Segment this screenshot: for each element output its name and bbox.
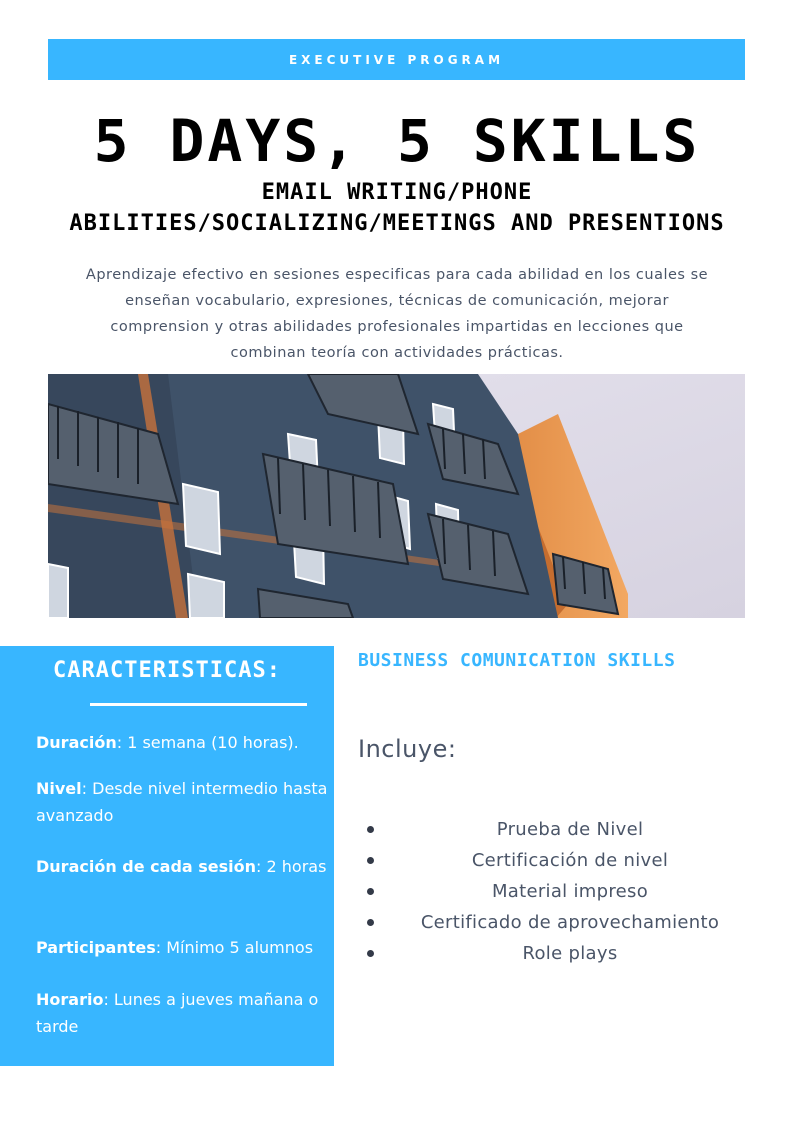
features-heading: CARACTERISTICAS: (53, 658, 281, 683)
feature-participants-label: Participantes (36, 938, 156, 957)
bullet-icon (367, 857, 374, 864)
list-item-label: Material impreso (491, 881, 649, 902)
feature-participants (36, 934, 336, 961)
list-item-label: Prueba de Nivel (496, 819, 644, 840)
building-photo-image (48, 374, 745, 618)
list-item (360, 907, 750, 938)
feature-session-duration-label: Duración de cada sesión (36, 857, 257, 876)
list-item-label: Certificado de aprovechamiento (420, 912, 720, 933)
bullet-icon (367, 950, 374, 957)
feature-schedule (36, 986, 336, 1040)
feature-duration-label: Duración (36, 733, 117, 752)
feature-level-value: : Desde nivel intermedio hasta avanzado (36, 779, 328, 825)
subtitle-line-1: EMAIL WRITING/PHONE (261, 180, 533, 205)
list-item (360, 876, 750, 907)
list-item (360, 845, 750, 876)
list-item (360, 938, 750, 969)
list-item-label: Certificación de nivel (471, 850, 669, 871)
feature-duration-value: : 1 semana (10 horas). (116, 733, 299, 752)
includes-list (360, 814, 750, 969)
feature-schedule-label: Horario (36, 990, 104, 1009)
page-title: 5 DAYS, 5 SKILLS (93, 107, 701, 175)
feature-level-label: Nivel (36, 779, 82, 798)
list-item-label: Role plays (522, 943, 618, 964)
subtitle-line-2: ABILITIES/SOCIALIZING/MEETINGS AND PRESENTIONS (69, 211, 725, 236)
includes-label: Incluye: (358, 735, 457, 763)
feature-schedule-value: : Lunes a jueves mañana o tarde (36, 990, 319, 1036)
skills-title: BUSINESS COMUNICATION SKILLS (358, 650, 676, 671)
bullet-icon (367, 888, 374, 895)
feature-level (36, 775, 336, 829)
top-banner (48, 39, 745, 80)
feature-duration (36, 729, 336, 756)
features-panel (0, 646, 334, 1066)
intro-paragraph: Aprendizaje efectivo en sesiones especificas para cada abilidad en los cuales se enseñan vocabulario, expresiones, técnicas de comunicación, mejorar comprension y otras abilidades profesionales impartidas en lecciones que combinan teoría con actividades prácticas. (85, 267, 709, 361)
bullet-icon (367, 826, 374, 833)
bullet-icon (367, 919, 374, 926)
banner-label: EXECUTIVE PROGRAM (288, 52, 505, 67)
feature-session-duration-value: : 2 horas (256, 857, 327, 876)
features-divider (90, 703, 307, 706)
building-photo (48, 374, 745, 618)
list-item (360, 814, 750, 845)
page-subtitle (40, 177, 754, 239)
feature-participants-value: : Mínimo 5 alumnos (155, 938, 314, 957)
feature-session-duration (36, 853, 336, 880)
